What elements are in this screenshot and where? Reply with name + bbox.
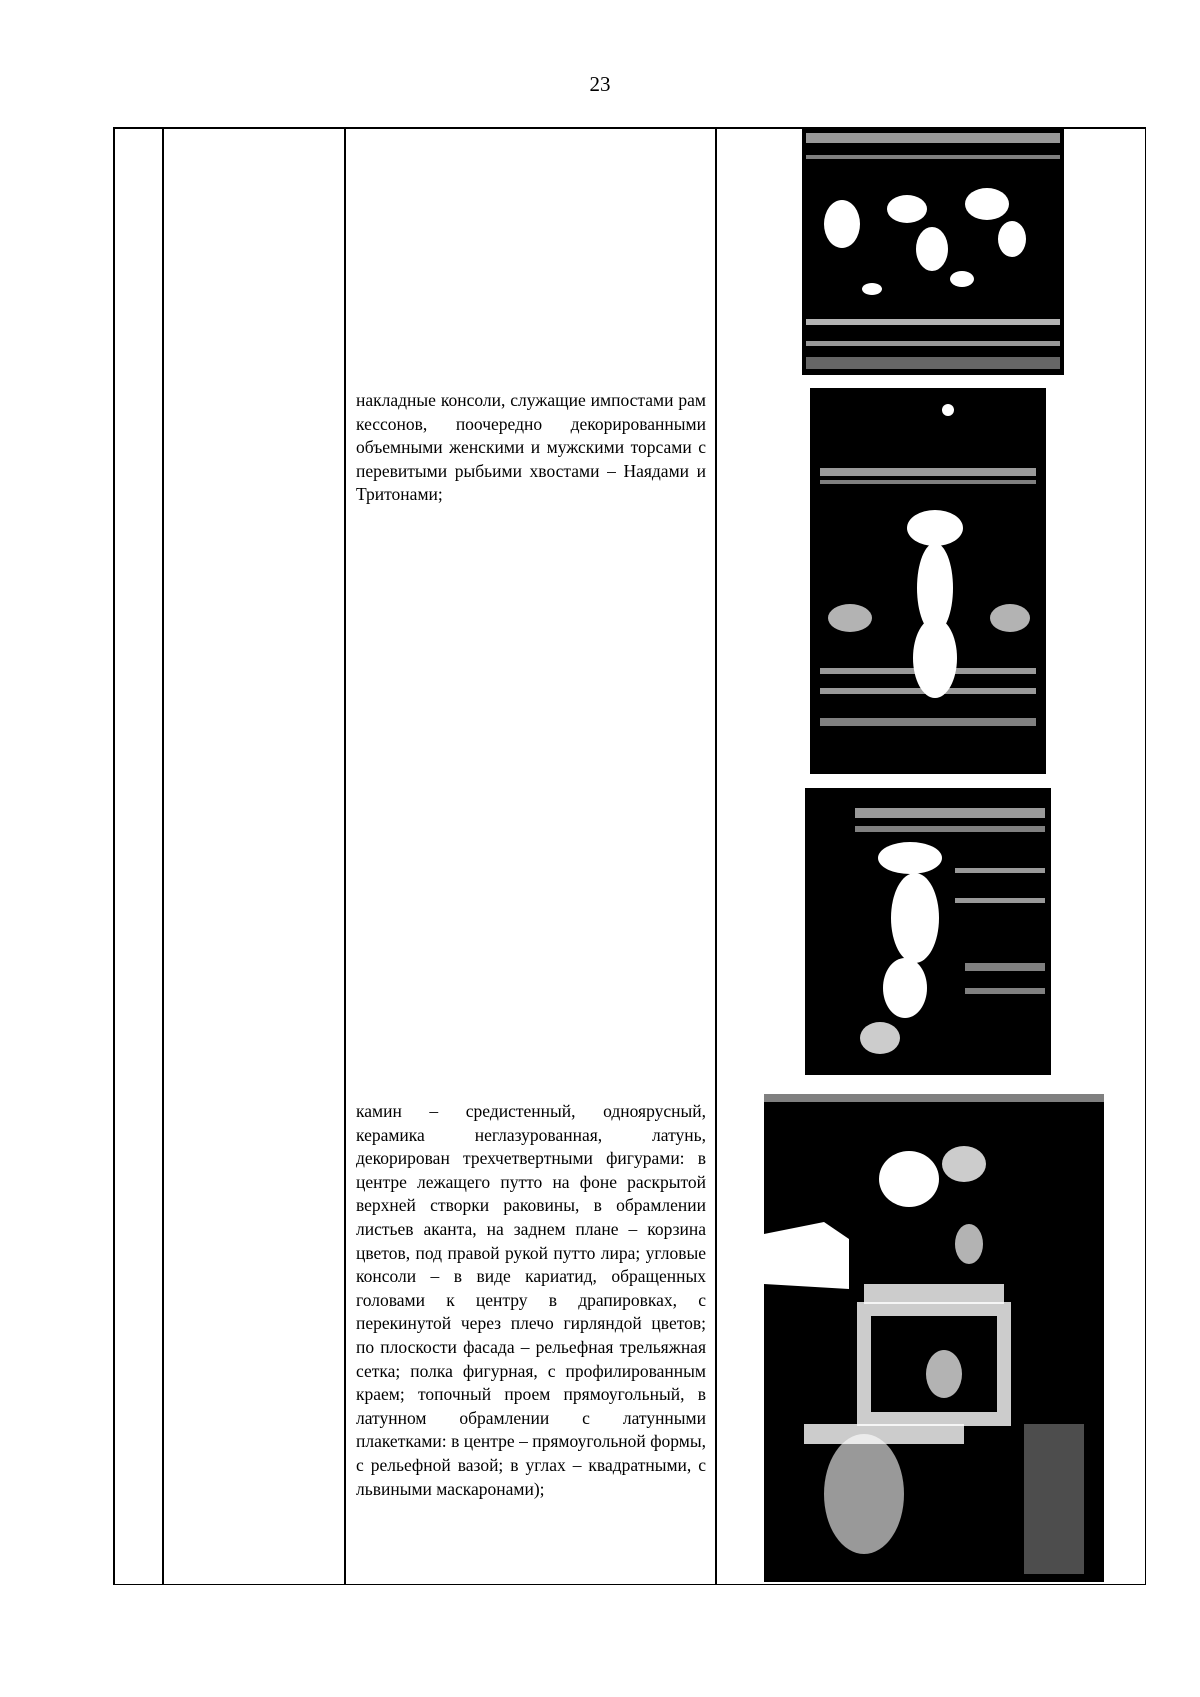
table — [113, 127, 1146, 1585]
photo-naiad-console — [810, 388, 1046, 774]
col-border-4 — [715, 127, 717, 1585]
col-border-1 — [113, 127, 115, 1585]
row-description-fireplace: камин – средистенный, одноярусный, керамика неглазурованная, латунь, декорирован трехчетвертными фигурами: в центре лежащего путто на фоне раскрытой верхней створки раковины, в обрамлении листьев аканта, на заднем плане – корзина цветов, под правой рукой путто лира; угловые консоли – в виде кариатид, обращенных головами к центру в драпировках, с перекинутой через плечо гирляндой цветов; по плоскости фасада – рельефная трельяжная сетка; полка фигурная, с профилированным краем; топочный проем прямоугольный, в латунном обрамлении с латунными плакетками: в центре – прямоугольной формы, с рельефной вазой; в углах – квадратными, с львиными маскаронами); — [356, 1101, 706, 1499]
photo-fireplace — [764, 1094, 1104, 1582]
col-border-2 — [162, 127, 164, 1585]
photo-triton-console — [805, 788, 1051, 1075]
col-border-5 — [1145, 127, 1147, 1585]
photo-ceiling-panel — [802, 129, 1064, 375]
table-bottom-border — [113, 1584, 1146, 1586]
page-number: 23 — [589, 72, 611, 96]
col-border-3 — [344, 127, 346, 1585]
row-description-consoles: накладные консоли, служащие импостами рам кессонов, поочередно декорированными объемными женскими и мужскими торсами с перевитыми рыбьими хвостами – Наядами и Тритонами; — [356, 390, 706, 505]
